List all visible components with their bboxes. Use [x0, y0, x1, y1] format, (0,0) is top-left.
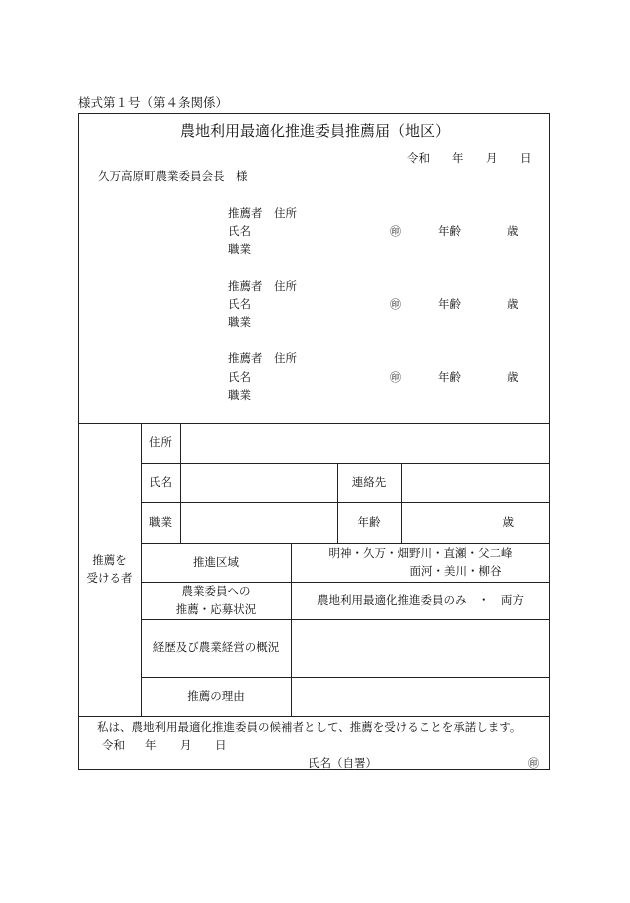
recommender-occupation-label[interactable]: 職業 — [228, 315, 251, 329]
status-options[interactable]: 農地利用最適化推進委員のみ ・ 両方 — [317, 592, 524, 607]
reason-label: 推薦の理由 — [187, 688, 245, 703]
district-label: 推進区域 — [193, 554, 239, 569]
nominee-address-label: 住所 — [149, 435, 172, 450]
recommender-age-label[interactable]: 年齢 — [438, 370, 461, 384]
form-title: 農地利用最適化推進委員推薦届（地区） — [179, 122, 450, 140]
nominee-label-line1: 推薦を — [92, 553, 127, 568]
nominee-occupation-label: 職業 — [149, 514, 172, 529]
career-label: 経歴及び農業経営の概況 — [152, 640, 280, 655]
nominee-age-label: 年齢 — [357, 514, 381, 529]
nominee-occupation-field[interactable] — [180, 502, 337, 543]
date-month[interactable]: 月 — [486, 151, 498, 165]
recommender-occupation-label[interactable]: 職業 — [228, 242, 251, 256]
recommender-label: 推薦者 — [228, 351, 263, 365]
seal-icon: ㊞ — [528, 757, 539, 770]
date-year[interactable]: 年 — [452, 151, 464, 165]
nominee-age-unit: 歳 — [502, 514, 514, 529]
consent-year[interactable]: 年 — [145, 738, 157, 752]
addressee: 久万高原町農業委員会長 様 — [98, 169, 248, 183]
consent-month[interactable]: 月 — [180, 738, 192, 752]
recommender-age-unit: 歳 — [507, 297, 519, 311]
nominee-section-label — [78, 543, 141, 597]
district-line2: 面河・美川・柳谷 — [409, 563, 502, 578]
status-label-line1: 農業委員への — [181, 584, 251, 599]
recommender-age-label[interactable]: 年齢 — [438, 297, 461, 311]
nominee-address-field[interactable] — [180, 423, 550, 463]
recommender-label: 推薦者 — [228, 279, 263, 293]
date-era: 令和 — [407, 151, 430, 165]
consent-day[interactable]: 日 — [215, 738, 227, 752]
consent-statement: 私は、農地利用最適化推進委員の候補者として、推薦を受けることを承諾します。 — [97, 720, 522, 734]
nominee-age-field[interactable] — [401, 502, 550, 543]
status-label-line2: 推薦・応募状況 — [175, 601, 257, 616]
district-options[interactable] — [291, 543, 550, 582]
status-label — [141, 582, 291, 619]
nominee-contact-field[interactable] — [401, 463, 550, 502]
consent-era: 令和 — [102, 738, 125, 752]
recommender-name-label[interactable]: 氏名 — [228, 224, 251, 238]
date-day[interactable]: 日 — [520, 151, 532, 165]
recommender-name-label[interactable]: 氏名 — [228, 370, 251, 384]
recommender-label: 推薦者 — [228, 206, 263, 220]
seal-icon: ㊞ — [390, 225, 401, 238]
nominee-contact-label: 連絡先 — [351, 474, 387, 489]
district-line1: 明神・久万・畑野川・直瀬・父二峰 — [328, 546, 513, 561]
recommender-address-label[interactable]: 住所 — [274, 279, 297, 293]
reason-field[interactable] — [291, 677, 550, 716]
nominee-name-label: 氏名 — [149, 474, 172, 489]
career-field[interactable] — [291, 619, 550, 677]
divider — [78, 716, 550, 717]
seal-icon: ㊞ — [390, 371, 401, 384]
recommender-address-label[interactable]: 住所 — [274, 206, 297, 220]
recommender-age-unit: 歳 — [507, 370, 519, 384]
recommender-age-label[interactable]: 年齢 — [438, 224, 461, 238]
recommender-name-label[interactable]: 氏名 — [228, 297, 251, 311]
recommender-age-unit: 歳 — [507, 224, 519, 238]
signature-label[interactable]: 氏名（自署） — [308, 756, 377, 770]
seal-icon: ㊞ — [390, 298, 401, 311]
nominee-name-field[interactable] — [180, 463, 337, 502]
recommender-address-label[interactable]: 住所 — [274, 351, 297, 365]
form-number: 様式第１号（第４条関係） — [78, 95, 229, 110]
recommender-occupation-label[interactable]: 職業 — [228, 388, 251, 402]
nominee-label-line2: 受ける者 — [86, 571, 133, 585]
